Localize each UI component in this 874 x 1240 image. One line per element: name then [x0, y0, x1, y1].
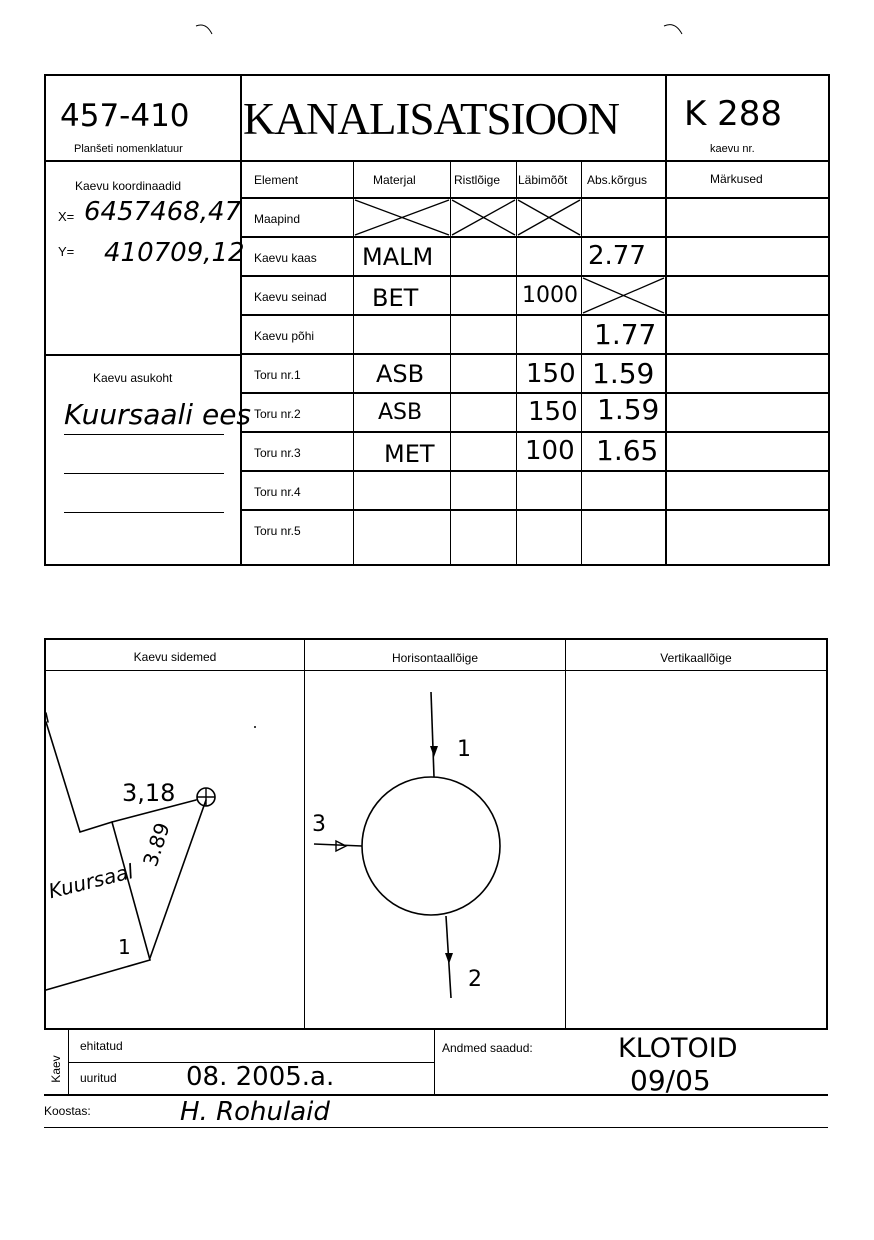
- x-value: 6457468,47: [84, 197, 242, 227]
- measured-label: uuritud: [80, 1071, 117, 1085]
- x-label: X=: [58, 209, 75, 224]
- pipe-3-arrow-icon: [336, 841, 346, 851]
- pipe-3-elevation: 1.65: [596, 434, 659, 467]
- walls-material: BET: [372, 284, 419, 312]
- pipe-3-material: MET: [384, 440, 435, 468]
- connections-label: Kaevu sidemed: [133, 650, 217, 664]
- distance-2: 3.89: [138, 819, 175, 870]
- y-value: 410709,12: [104, 238, 245, 268]
- bottom-elevation: 1.77: [594, 318, 657, 351]
- well-number: K 288: [684, 94, 782, 134]
- pipe-1-arrow-icon: [430, 746, 438, 757]
- location-label: Kaevu asukoht: [93, 371, 173, 385]
- row-label-pipe-2: Toru nr.2: [254, 407, 301, 421]
- well-side-label: Kaev: [49, 1055, 63, 1083]
- street-note: Kuursaal: [46, 859, 136, 904]
- manhole-circle: [362, 777, 500, 915]
- pipe-1-material: ASB: [376, 360, 425, 388]
- coordinates-label: Kaevu koordinaadid: [75, 179, 182, 193]
- pipe-2-label: 2: [468, 967, 482, 992]
- row-label-pipe-4: Toru nr.4: [254, 485, 301, 499]
- reference-mark: 1: [118, 935, 131, 959]
- row-label-pipe-1: Toru nr.1: [254, 368, 301, 382]
- pipe-1-diameter: 150: [526, 359, 576, 389]
- pipe-3-label: 3: [312, 812, 326, 837]
- distance-1: 3,18: [122, 779, 176, 807]
- vertical-section-label: Vertikaallõige: [660, 651, 732, 665]
- col-header-material: Materjal: [373, 173, 416, 187]
- pipe-1-label: 1: [457, 737, 471, 762]
- row-label-pipe-5: Toru nr.5: [254, 524, 301, 538]
- col-header-notes: Märkused: [710, 172, 763, 186]
- col-header-diameter: Läbimõõt: [518, 173, 568, 187]
- row-label-ground: Maapind: [254, 212, 301, 226]
- y-label: Y=: [58, 244, 75, 259]
- well-number-label: kaevu nr.: [710, 143, 755, 155]
- col-header-elevation: Abs.kõrgus: [587, 173, 648, 187]
- compiled-by: H. Rohulaid: [180, 1097, 330, 1127]
- row-label-bottom: Kaevu põhi: [254, 329, 315, 343]
- pipe-2-material: ASB: [378, 400, 423, 425]
- data-received-label: Andmed saadud:: [442, 1041, 533, 1055]
- page-title: KANALISATSIOON: [243, 94, 619, 144]
- built-label: ehitatud: [80, 1039, 123, 1053]
- pipe-3-diameter: 100: [525, 436, 575, 466]
- row-label-cover: Kaevu kaas: [254, 251, 317, 265]
- pipe-1-elevation: 1.59: [592, 357, 655, 390]
- cover-elevation: 2.77: [588, 241, 646, 271]
- row-label-walls: Kaevu seinad: [254, 290, 327, 304]
- sheet-number: 457-410: [60, 98, 190, 134]
- data-source: KLOTOID: [618, 1033, 738, 1064]
- horizontal-section-label: Horisontaallõige: [391, 651, 479, 665]
- row-label-pipe-3: Toru nr.3: [254, 446, 301, 460]
- col-header-cross-section: Ristlõige: [454, 173, 501, 187]
- compiled-label: Koostas:: [44, 1104, 91, 1118]
- pipe-2-diameter: 150: [528, 397, 578, 427]
- cover-material: MALM: [362, 243, 434, 271]
- location-value: Kuursaali ees: [64, 398, 252, 431]
- pipe-2-elevation: 1.59: [597, 393, 660, 426]
- col-header-element: Element: [254, 173, 299, 187]
- pipe-2-arrow-icon: [445, 953, 453, 964]
- measured-date: 08. 2005.a.: [186, 1062, 335, 1092]
- data-date: 09/05: [630, 1064, 711, 1097]
- sheet-label: Planšeti nomenklatuur: [74, 143, 183, 155]
- walls-diameter: 1000: [522, 283, 578, 308]
